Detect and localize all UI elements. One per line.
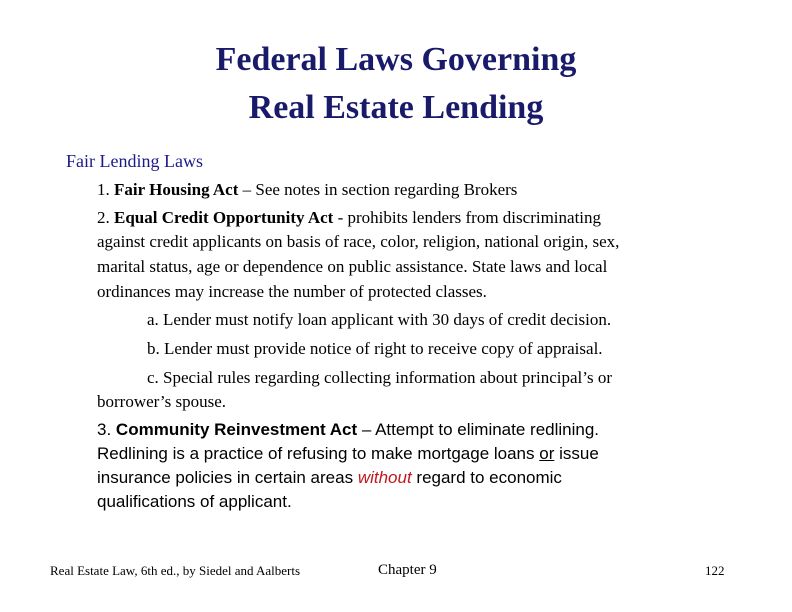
item-3-name: Community Reinvestment Act (115, 420, 358, 439)
subitem-a: a. Lender must notify loan applicant with 30 days of credit decision. (147, 310, 612, 329)
footer-page-number: 122 (705, 563, 725, 578)
item-1 (97, 180, 517, 200)
item-3-line-3-text: insurance policies in certain areas (97, 468, 358, 487)
item-1-number: 1. (97, 180, 110, 199)
item-3 (97, 418, 599, 442)
footer-chapter: Chapter 9 (378, 562, 437, 578)
item-2-text: - prohibits lenders from discriminating (333, 208, 602, 227)
section-heading: Fair Lending Laws (66, 151, 203, 171)
without-emphasis: without (357, 468, 412, 487)
footer-source: Real Estate Law, 6th ed., by Siedel and Aalberts (50, 563, 301, 578)
title-line-2: Real Estate Lending (248, 89, 544, 126)
item-1-text: – See notes in section regarding Brokers (238, 180, 518, 199)
subitem-c: c. Special rules regarding collecting information about principal’s or (147, 368, 612, 387)
slide-title (0, 36, 792, 132)
item-3-line-4: qualifications of applicant. (97, 492, 292, 511)
item-2-line: ordinances may increase the number of protected classes. (97, 282, 487, 301)
subitem-c-continuation: borrower’s spouse. (97, 392, 227, 411)
item-1-name: Fair Housing Act (114, 180, 239, 199)
item-2-name: Equal Credit Opportunity Act (114, 208, 334, 227)
item-3-number: 3. (97, 420, 112, 439)
item-2 (97, 208, 601, 228)
item-3-line-2-end: issue (554, 444, 599, 463)
item-3-text: – Attempt to eliminate redlining. (357, 420, 600, 439)
title-line-1: Federal Laws Governing (215, 41, 577, 78)
item-3-line-2 (97, 442, 599, 466)
item-2-line: marital status, age or dependence on public assistance. State laws and local (97, 257, 608, 276)
item-3-line-3-end: regard to economic (411, 468, 562, 487)
item-3-line-3 (97, 466, 562, 490)
item-2-number: 2. (97, 208, 110, 227)
item-3-line-2-text: Redlining is a practice of refusing to make mortgage loans (97, 444, 540, 463)
or-emphasis: or (539, 444, 555, 463)
subitem-b: b. Lender must provide notice of right to receive copy of appraisal. (147, 339, 603, 358)
item-2-line: against credit applicants on basis of race, color, religion, national origin, sex, (97, 232, 620, 251)
